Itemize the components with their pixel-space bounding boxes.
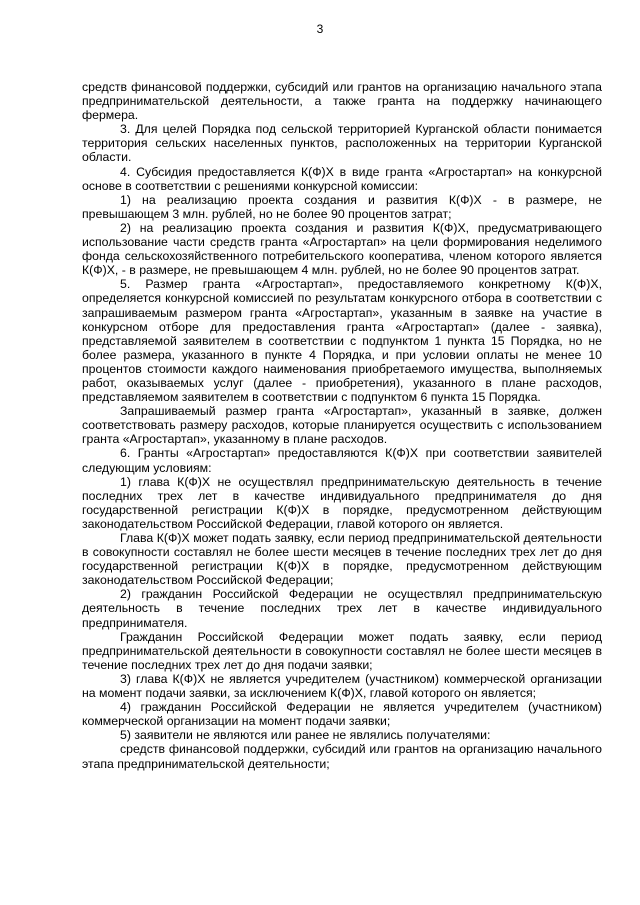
paragraph: Глава К(Ф)Х может подать заявку, если период предпринимательской деятельности в совокупности составлял не более шести месяцев в течение последних трех лет до дня государственной регистрации К(Ф)Х в порядке, предусмотренном действующим законодательством Российской Федерации; [82,531,602,588]
paragraph: 4. Субсидия предоставляется К(Ф)Х в виде гранта «Агростартап» на конкурсной основе в соответствии с решениями конкурсной комиссии: [82,164,602,193]
paragraph: 4) гражданин Российской Федерации не является учредителем (участником) коммерческой организации на момент подачи заявки; [82,700,602,729]
page-number: 3 [316,22,324,36]
document-body [82,80,602,771]
paragraph: 6. Гранты «Агростартап» предоставляются К(Ф)Х при соответствии заявителей следующим условиям: [82,446,602,475]
paragraph: средств финансовой поддержки, субсидий или грантов на организацию начального этапа предпринимательской деятельности, а также гранта на поддержку начинающего фермера. [82,80,602,123]
paragraph: 3) глава К(Ф)Х не является учредителем (участником) коммерческой организации на момент подачи заявки, за исключением К(Ф)Х, главой которого он является; [82,671,602,701]
paragraph: средств финансовой поддержки, субсидий или грантов на организацию начального этапа предпринимательской деятельности; [82,742,602,771]
paragraph: Гражданин Российской Федерации может подать заявку, если период предпринимательской деятельности в совокупности составлял не более шести месяцев в течение последних трех лет до дня подачи заявки; [82,629,602,672]
paragraph: 1) глава К(Ф)Х не осуществлял предпринимательскую деятельность в течение последних трех лет в качестве индивидуального предпринимателя до дня государственной регистрации К(Ф)Х в порядке, предусмотренном действующим законодательством Российской Федерации, главой которого он является. [82,474,602,531]
paragraph: 3. Для целей Порядка под сельской территорией Курганской области понимается территория сельских населенных пунктов, расположенных на территории Курганской области. [82,122,602,165]
paragraph: 2) на реализацию проекта создания и развития К(Ф)Х, предусматривающего использование части средств гранта «Агростартап» на цели формирования неделимого фонда сельскохозяйственного потребительского кооператива, членом которого является К(Ф)Х, - в размере, не превышающем 4 млн. рублей, но не более 90 процентов затрат. [82,220,602,278]
paragraph: 1) на реализацию проекта создания и развития К(Ф)Х - в размере, не превышающем 3 млн. рублей, но не более 90 процентов затрат; [82,192,602,221]
paragraph: 5) заявители не являются или ранее не являлись получателями: [120,728,491,743]
paragraph: 5. Размер гранта «Агростартап», предоставляемого конкретному К(Ф)Х, определяется конкурсной комиссией по результатам конкурсного отбора в соответствии с запрашиваемым размером гранта «Агростартап», указанным в заявке на участие в конкурсном отборе для предоставления гранта «Агростартап» (далее - заявка), представляемой заявителем в соответствии с подпунктом 1 пункта 15 Порядка, но не более размера, указанного в пункте 4 Порядка, и при условии оплаты не менее 10 процентов стоимости каждого наименования приобретаемого имущества, выполняемых работ, оказываемых услуг (далее - приобретения), указанного в плане расходов, представляемом заявителем в соответствии с подпунктом 6 пункта 15 Порядка. [82,277,602,405]
paragraph: Запрашиваемый размер гранта «Агростартап», указанный в заявке, должен соответствовать размеру расходов, которые планируется осуществить с использованием гранта «Агростартап», указанному в плане расходов. [82,404,602,447]
paragraph: 2) гражданин Российской Федерации не осуществлял предпринимательскую деятельность в течение последних трех лет в качестве индивидуального предпринимателя. [82,587,602,630]
